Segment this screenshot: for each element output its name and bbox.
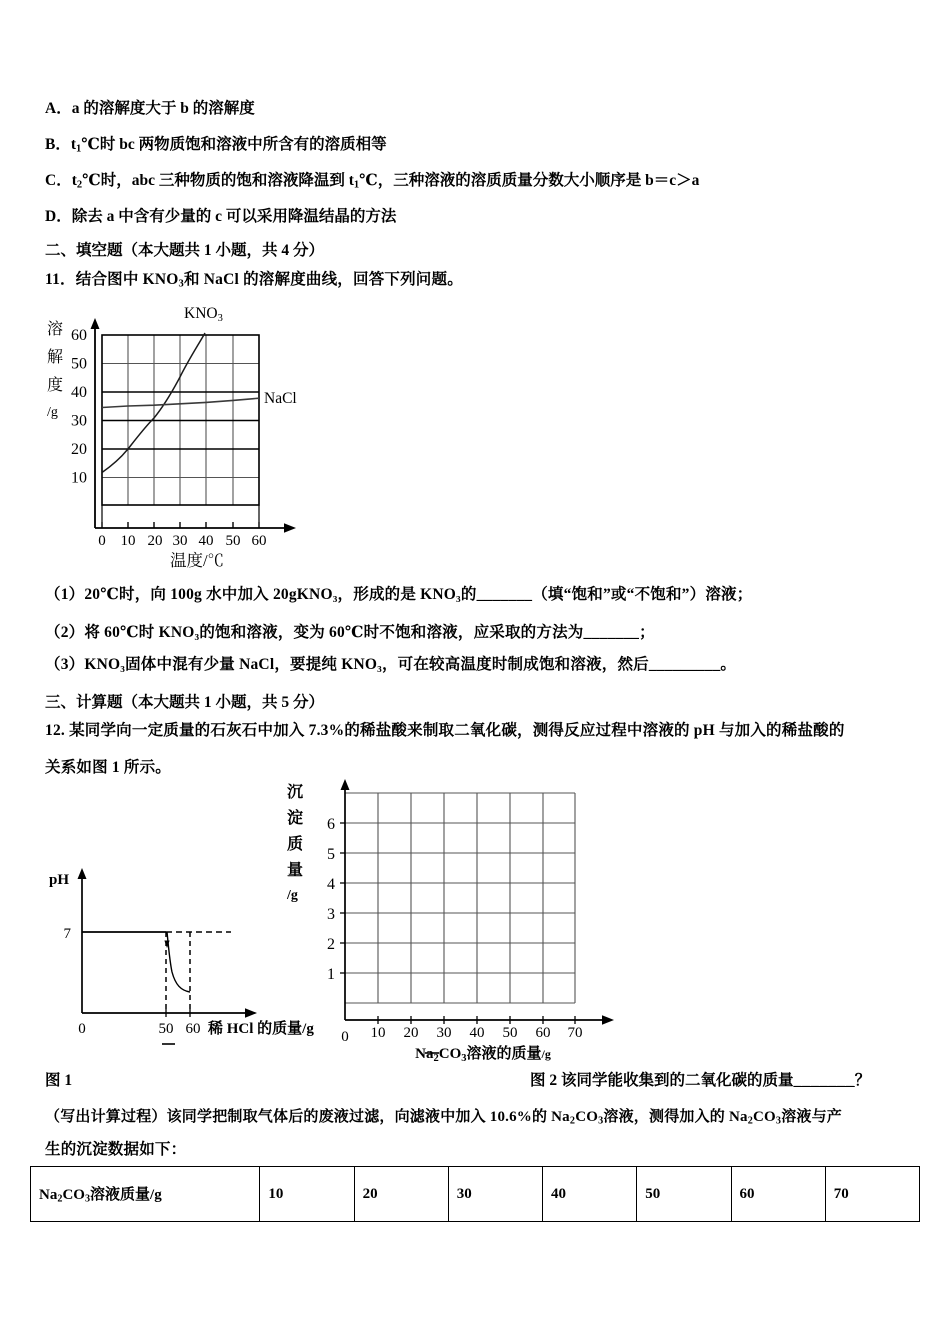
section-2-heading: 二、填空题（本大题共 1 小题，共 4 分） [45,242,325,259]
precipitate-axes [345,787,605,1020]
ph-x-axis-title: 稀 HCl 的质量/g [208,1021,314,1037]
svg-text:40: 40 [198,533,214,549]
svg-text:60: 60 [251,533,267,549]
solubility-curve-chart [45,300,310,570]
svg-text:3: 3 [327,906,335,923]
precipitate-x-arrow [602,1015,614,1025]
question-11-number: 11． [45,271,76,288]
table-cell-value-6: 60 [731,1167,825,1222]
option-b-text-mid: ℃时 bc 两物质饱和溶液中所含有的溶质相等 [81,136,387,153]
q12-l3-sub2: 3 [598,1115,604,1127]
option-d-letter: D． [45,208,72,225]
table-cell-value-5: 50 [637,1167,731,1222]
svg-text:60: 60 [71,327,87,344]
question-11-text-post: 和 NaCl 的溶解度曲线，回答下列问题。 [184,271,463,288]
svg-text:20: 20 [147,533,163,549]
question-12-line-3 [45,1105,842,1127]
solubility-x-ticks [102,522,259,528]
table-row-header-sub2: 3 [84,1193,91,1205]
svg-text:解: 解 [47,349,64,366]
q11-sub-3: （3）KNO₃固体中混有少量 NaCl，要提纯 KNO₃，可在较高温度时制成饱和溶液，然后_________。 [45,656,737,673]
option-c-sub-2: 1 [353,179,360,191]
option-d [45,204,396,226]
table-row-header-sub1: 2 [57,1193,63,1205]
option-c-letter: C． [45,172,72,189]
svg-text:70: 70 [567,1025,583,1041]
option-b-letter: B． [45,136,71,153]
svg-text:30: 30 [172,533,188,549]
precipitate-y-axis-label [286,783,303,903]
svg-text:40: 40 [469,1025,485,1041]
option-a [45,96,255,118]
q12-l3-d: CO [752,1109,776,1125]
svg-text:50: 50 [225,533,241,549]
svg-text:0: 0 [341,1029,349,1045]
question-12-line-4: 生的沉淀数据如下： [45,1141,187,1158]
option-b-text-pre: t [70,136,77,153]
svg-text:/g: /g [287,888,298,903]
precipitate-y-arrow [341,779,350,790]
svg-text:0: 0 [78,1021,86,1037]
svg-text:20: 20 [403,1025,419,1041]
table-cell-value-3: 30 [448,1167,542,1222]
svg-text:60: 60 [185,1021,201,1037]
precipitate-grid [345,793,575,1003]
ph-x-arrow [245,1008,257,1018]
table-row [31,1167,920,1222]
svg-text:10: 10 [71,469,87,487]
table-cell-value-4: 40 [543,1167,637,1222]
solubility-y-tick-labels [71,327,87,487]
table-cell-value-7: 70 [825,1167,919,1222]
q12-l3-b: CO [575,1109,599,1125]
svg-text:量: 量 [287,862,304,879]
svg-text:10: 10 [370,1025,386,1041]
option-c-sub-1: 2 [76,179,83,191]
svg-text:30: 30 [71,412,87,430]
q11-sub-2: （2）将 60℃时 KNO₃的饱和溶液，变为 60℃时不饱和溶液，应采取的方法为_______； [45,624,655,641]
ph-y-arrow [78,868,87,879]
option-d-text: 除去 a 中含有少量的 c 可以采用降温结晶的方法 [71,208,397,225]
svg-text:淀: 淀 [287,810,304,827]
svg-text:50: 50 [158,1021,174,1037]
ph-x-tick-labels [78,1021,200,1037]
svg-text:4: 4 [327,876,335,893]
q12-l3-sub4: 3 [775,1115,782,1127]
nacl-series-label: NaCl [264,390,297,407]
precipitate-vs-na2co3-chart [285,775,645,1065]
table-row-header-pre: Na [39,1187,58,1204]
option-a-text: a 的溶解度大于 b 的溶解度 [71,100,255,117]
solubility-x-arrow [284,523,296,533]
q12-l3-sub3: 2 [747,1115,753,1127]
question-12-text-1: 某同学向一定质量的石灰石中加入 7.3%的稀盐酸来制取二氧化碳，测得反应过程中溶液的 pH 与加入的稀盐酸的 [69,722,845,739]
kno3-series-label: KNO3 [184,305,223,324]
q12-l3-sub1: 2 [569,1115,576,1127]
option-c-text-mid: ℃时，abc 三种物质的饱和溶液降温到 t [82,172,354,189]
svg-text:10: 10 [120,533,136,549]
question-12-line-1 [45,718,845,740]
caption-figure-2-blank: _______ [793,1072,855,1089]
ph-y-axis-title: pH [49,872,70,888]
option-b [45,132,387,155]
option-c-text-end: ℃，三种溶液的溶质质量分数大小顺序是 b＝c＞a [359,172,700,189]
question-11-sub: 3 [178,278,185,290]
caption-figure-2-qmark: ？ [854,1072,871,1089]
precipitate-y-tick-labels [327,816,335,983]
ph-y-tick-label-7: 7 [63,926,71,942]
solubility-x-tick-labels [98,533,266,549]
precipitate-x-axis-title: $Na_2CO_3$溶液的质量/g [415,1046,551,1064]
svg-text:5: 5 [327,846,335,863]
solubility-y-axis-label [47,320,63,420]
q11-sub-1: （1）20℃时，向 100g 水中加入 20gKNO₃，形成的是 KNO₃的_______（填“饱和”或“不饱和”）溶液； [45,586,753,603]
svg-text:50: 50 [502,1025,518,1041]
solubility-x-axis-title: 温度/℃ [169,551,225,570]
option-b-sub: 1 [76,143,82,155]
precipitate-x-tick-labels [341,1025,582,1045]
q12-l3-a: （写出计算过程）该同学把制取气体后的废液过滤，向滤液中加入 10.6%的 Na [45,1109,570,1125]
question-12-number: 12. [45,722,65,739]
caption-figure-2 [530,1068,870,1090]
question-11-text-pre: 结合图中 KNO [75,271,179,288]
svg-text:0: 0 [98,533,106,549]
ph-drop-curve [167,932,190,992]
svg-text:50: 50 [71,355,87,373]
svg-text:60: 60 [535,1025,551,1041]
section-3-heading: 三、计算题（本大题共 1 小题，共 5 分） [45,694,325,711]
table-row-header [31,1167,260,1222]
table-cell-value-1: 10 [260,1167,354,1222]
svg-text:6: 6 [327,816,335,833]
question-12-line-2: 关系如图 1 所示。 [45,759,172,776]
svg-text:30: 30 [436,1025,452,1041]
svg-text:质: 质 [287,836,304,853]
svg-text:20: 20 [71,441,87,458]
svg-text:40: 40 [71,384,87,401]
table-cell-value-2: 20 [354,1167,448,1222]
option-c [45,168,699,191]
ph-axes [82,878,248,1013]
table-row-header-mid: CO [62,1187,85,1204]
caption-figure-2-text: 图 2 该同学能收集到的二氧化碳的质量 [530,1072,794,1089]
svg-text:1: 1 [327,966,335,983]
svg-text:沉: 沉 [287,784,304,801]
caption-figure-1: 图 1 [45,1072,73,1089]
table-row-header-post: 溶液质量/g [90,1187,162,1204]
q12-l3-e: 溶液与产 [781,1109,842,1125]
svg-text:溶: 溶 [47,321,64,338]
option-c-text-pre: t [71,172,77,189]
svg-text:2: 2 [327,936,335,953]
svg-text:/g: /g [47,405,58,420]
q12-l3-c: 溶液，测得加入的 Na [603,1109,748,1125]
option-a-letter: A． [45,100,72,117]
question-11 [45,267,463,290]
na2co3-data-table [30,1166,920,1222]
svg-text:度: 度 [47,377,64,394]
solubility-y-arrow [91,318,100,329]
